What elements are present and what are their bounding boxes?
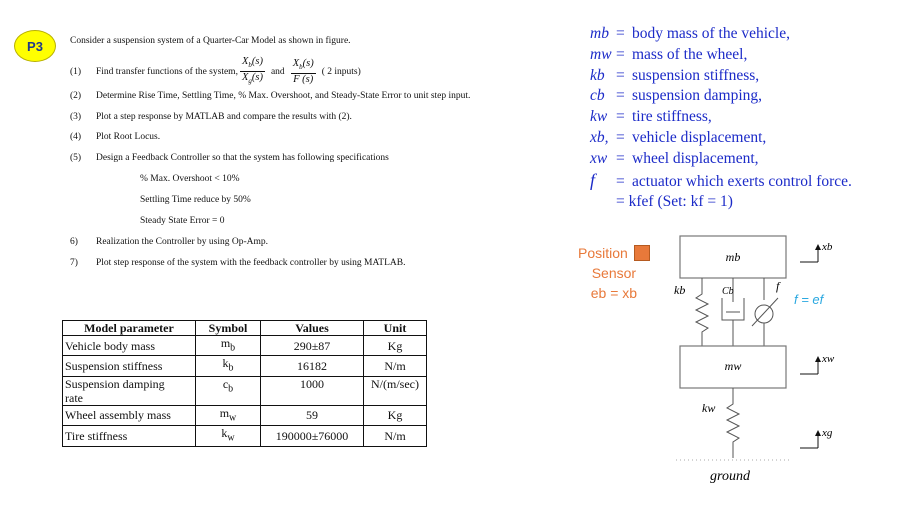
spec-settling: Settling Time reduce by 50% <box>140 195 251 205</box>
position-sensor-label: Position Sensor eb = xb <box>578 243 650 303</box>
mw-label: mw <box>724 359 742 373</box>
quarter-car-diagram <box>640 228 880 500</box>
inputs-note: ( 2 inputs) <box>321 66 361 77</box>
header-values: Values <box>261 321 364 336</box>
header-param: Model parameter <box>63 321 196 336</box>
def-mw: mw = mass of the wheel, <box>590 45 748 63</box>
xb-arrow-icon <box>800 244 821 262</box>
item-6: 6) Realization the Controller by using Op-Amp. <box>70 237 269 247</box>
spec-sse: Steady State Error = 0 <box>140 216 225 226</box>
def-cb: cb = suspension damping, <box>590 87 763 105</box>
xw-arrow-icon <box>800 356 821 374</box>
kw-spring <box>727 388 739 458</box>
f-ef-label: f = ef <box>794 292 824 307</box>
xg-arrow-icon <box>800 430 821 448</box>
header-symbol: Symbol <box>196 321 261 336</box>
table-row: Wheel assembly mass $m_w$ 59 Kg <box>63 405 427 425</box>
table-row: Suspension stiffness $k_b$ 16182 N/m <box>63 356 427 376</box>
table-header-row <box>63 321 427 336</box>
mb-label: mb <box>725 250 741 264</box>
and-text: and <box>270 66 285 77</box>
cb-label: Cb <box>722 286 734 297</box>
kb-label: kb <box>674 283 686 297</box>
def-xb: xb, = vehicle displacement, <box>590 128 767 146</box>
header-unit: Unit <box>364 321 427 336</box>
transfer-fn-xb-xg: $\frac{X_b(s)}{X_g(s)}$ <box>241 56 263 86</box>
intro-text: Consider a suspension system of a Quarter-Car Model as shown in figure. <box>70 36 351 46</box>
def-f-eq: = kfef (Set: kf = 1) <box>616 193 733 211</box>
item-1-text: Find transfer functions of the system, <box>96 66 238 77</box>
def-kb: kb = suspension stiffness, <box>590 66 760 84</box>
def-f: f = actuator which exerts control force. <box>590 169 852 190</box>
problem-badge: P3 <box>14 30 56 62</box>
f-label: f <box>776 279 780 293</box>
parameter-table <box>62 320 427 447</box>
kw-label: kw <box>702 401 716 415</box>
item-1-num: (1) <box>70 66 82 77</box>
item-4: (4) Plot Root Locus. <box>70 132 161 142</box>
symbol-definitions <box>590 24 852 213</box>
kb-spring <box>696 278 708 346</box>
spec-overshoot: % Max. Overshoot < 10% <box>140 174 240 184</box>
xw-label: xw <box>822 353 835 365</box>
transfer-fn-xb-f: $\frac{X_b(s)}{F (s)}$ <box>292 57 314 85</box>
item-3: (3) Plot a step response by MATLAB and compare the results with (2). <box>70 112 352 122</box>
table-row: Tire stiffness $k_w$ 190000±76000 N/m <box>63 426 427 446</box>
def-xw: xw = wheel displacement, <box>590 149 759 167</box>
def-mb: mb = body mass of the vehicle, <box>590 25 790 42</box>
xg-label: xg <box>822 427 833 439</box>
item-5: (5) Design a Feedback Controller so that the system has following specifications <box>70 153 389 163</box>
table-row: Vehicle body mass $m_b$ 290±87 Kg <box>63 336 427 356</box>
ground-label: ground <box>710 469 750 484</box>
table-row: Suspension damping rate $c_b$ 1000 N/(m/sec) <box>63 376 427 405</box>
item-7: 7) Plot step response of the system with the feedback controller by using MATLAB. <box>70 258 406 268</box>
item-1 <box>70 56 361 87</box>
xb-label: xb <box>822 241 833 253</box>
def-kw: kw = tire stiffness, <box>590 108 712 126</box>
item-2: (2) Determine Rise Time, Settling Time, % Max. Overshoot, and Steady-State Error to unit step input. <box>70 91 471 101</box>
